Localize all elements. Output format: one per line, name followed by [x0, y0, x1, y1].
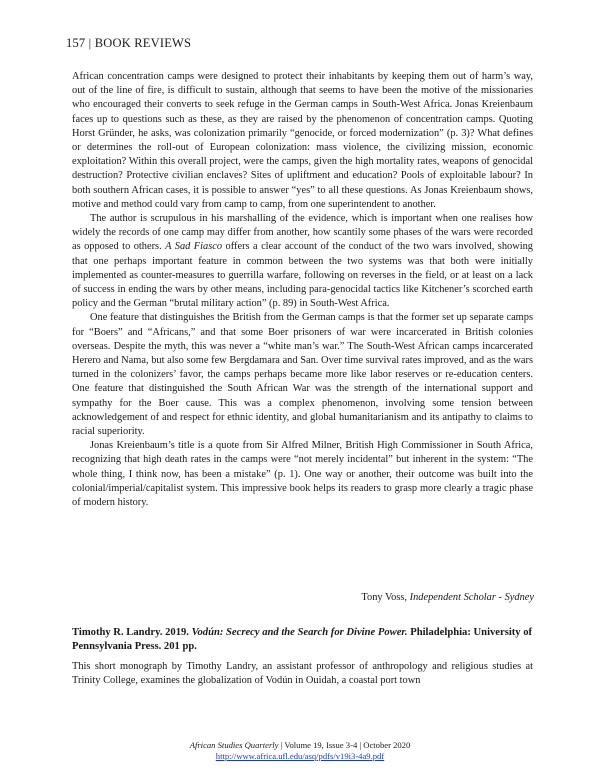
book-title-reference: A Sad Fiasco — [165, 241, 223, 253]
paragraph-1: African concentration camps were designed to protect their inhabitants by keeping them out of harm’s way, out of the line of fire, is difficult to sustain, although that seems to have been the motive of the missionaries who encouraged their converts to seek refuge in the German camps in South-West Africa. Jonas Kreienbaum faces up to questions such as these, as they are raised by the phenomenon of concentration camps. Quoting Horst Gründer, he asks, was colonization primarily “genocide, or forced modernization” (p. 3)? What defines or determines the roll-out of European colonization: mass violence, the civilizing mission, economic exploitation? Within this overall project, were the camps, given the high mortality rates, weapons of genocidal destruction? Protective civilian enclaves? Sites of upliftment and education? Pools of exploitable labour? In both southern African cases, it is possible to answer “yes” to all these questions. As Jonas Kreienbaum shows, motive and method could vary from camp to camp, from one superintendent to another. — [72, 71, 533, 210]
page-footer — [0, 740, 600, 762]
footer-journal-line — [0, 740, 600, 751]
second-review-body — [72, 660, 533, 688]
reviewer-name: Tony Voss, — [361, 592, 410, 603]
citation-author-year: Timothy R. Landry. 2019. — [72, 627, 192, 638]
review-citation-heading — [72, 626, 533, 655]
paragraph-2-part-1: The author is scrupulous in his marshalling of the evidence, which is important when one realises how widely the records of one camp may differ from another, how scantily some phases of the wars were recorded as opposed to others. — [72, 213, 533, 253]
reviewer-signoff — [361, 592, 534, 603]
second-review-paragraph-1: This short monograph by Timothy Landry, an assistant professor of anthropology and religious studies at Trinity College, examines the globalization of Vodún in Ouidah, a coastal port town — [72, 661, 533, 687]
running-head: 157 | BOOK REVIEWS — [66, 36, 192, 50]
paragraph-4: Jonas Kreienbaum’s title is a quote from Sir Alfred Milner, British High Commissioner in South Africa, recognizing that high death rates in the camps were “not merely incidental” but inherent in the system: “The whole thing, I think now, has been a mistake” (p. 1). One way or another, their outcome was built into the colonial/imperial/capitalist system. This impressive book helps its readers to grasp more clearly a tragic phase of modern history. — [72, 440, 533, 509]
footer-journal-name: African Studies Quarterly — [189, 740, 279, 750]
footer-issue-info: | Volume 19, Issue 3-4 | October 2020 — [278, 740, 411, 750]
reviewer-affiliation: Independent Scholar - Sydney — [409, 592, 534, 603]
review-body-text — [72, 70, 533, 510]
footer-article-link[interactable]: http://www.africa.ufl.edu/asq/pdfs/v19i3-4a9.pdf — [215, 751, 385, 761]
citation-book-title: Vodún: Secrecy and the Search for Divine Power. — [191, 627, 408, 638]
paragraph-2-part-2: offers a clear account of the conduct of the two wars involved, showing that one perhaps important feature in common between the two systems was that both were initially implemented as counter-measures to guerrilla warfare, following on reverses in the field, or at least on a lack of success in ending the wars by other means, including para-genocidal tactics like Kitchener’s scorched earth policy and the German “brutal military action” (p. 89) in South-West Africa. — [72, 241, 533, 310]
paragraph-2 — [72, 212, 533, 311]
paragraph-3: One feature that distinguishes the British from the German camps is that the former set up separate camps for “Boers” and “Africans,” and that some Boer prisoners of war were incarcerated in British colonies overseas. Despite the myth, this was never a “white man’s war.” The South-West African camps incarcerated Herero and Nama, but also some few Bergdamara and San. Over time survival rates improved, and as the wars turned in the colonizers’ favor, the camps perhaps became more like labor reserves or re-education centers. One feature that distinguished the South African War was the strength of the international support and sympathy for the Boer cause. This was a complex phenomenon, involving some tension between acknowledgement of and respect for ethnic identity, and global humanitarianism and its antipathy to claims to racial superiority. — [72, 312, 533, 438]
citation-publisher: Philadelphia: University of Pennsylvania Press. 201 pp. — [72, 627, 533, 653]
